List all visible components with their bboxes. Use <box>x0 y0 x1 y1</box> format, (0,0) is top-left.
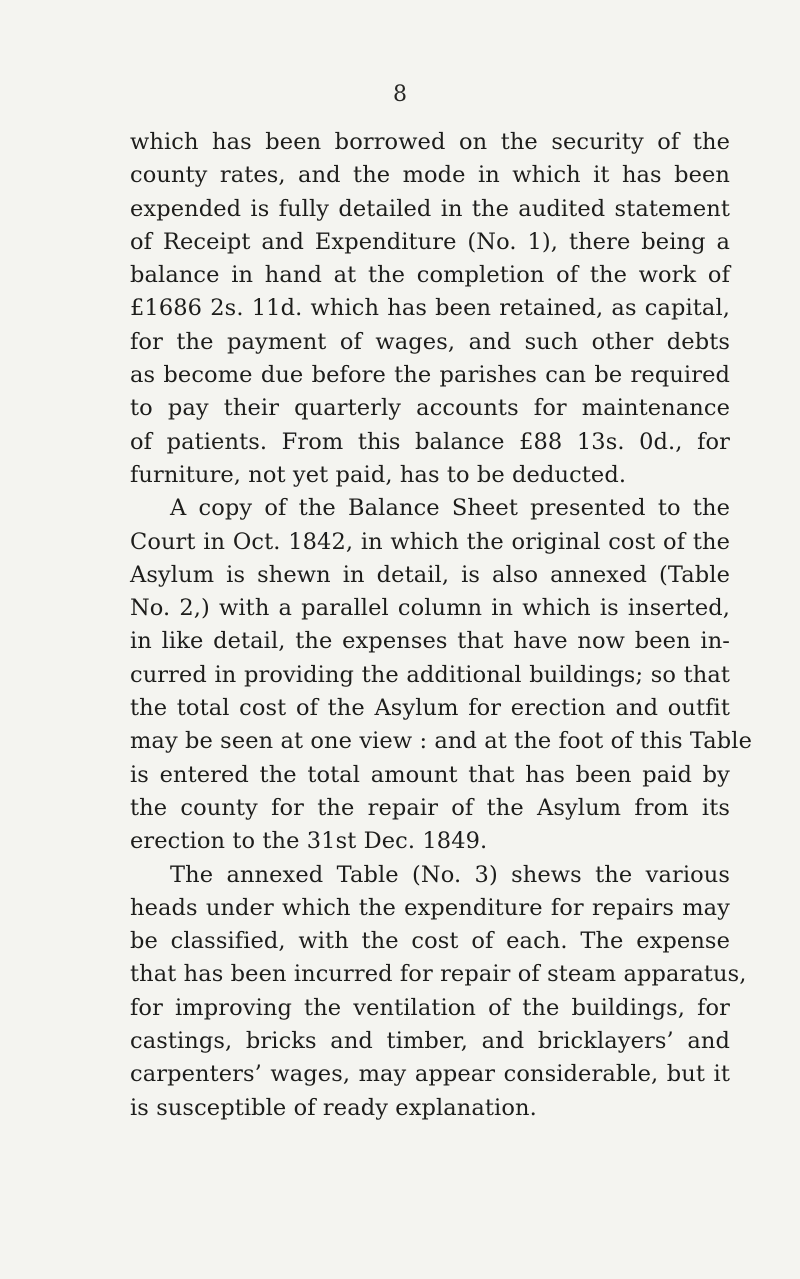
text-line: No. 2,) with a parallel column in which is inserted, <box>130 595 730 622</box>
text-line: £1686 2s. 11d. which has been retained, as capital, <box>130 295 730 322</box>
text-line: is entered the total amount that has been paid by <box>130 761 730 788</box>
text-line: heads under which the expenditure for repairs may <box>130 894 730 921</box>
text-line: which has been borrowed on the security of the <box>130 129 730 155</box>
text-line: to pay their quarterly accounts for maintenance <box>130 395 730 422</box>
text-line: of Receipt and Expenditure (No. 1), there being a <box>130 228 730 255</box>
text-line: the county for the repair of the Asylum from its <box>130 794 730 821</box>
text-line: the total cost of the Asylum for erection and outfit <box>130 695 730 722</box>
text-line: carpenters’ wages, may appear considerable, but it <box>130 1061 730 1088</box>
text-line: castings, bricks and timber, and bricklayers’ and <box>130 1028 730 1055</box>
text-line: county rates, and the mode in which it has been <box>130 162 730 189</box>
text-line: be classified, with the cost of each. The expense <box>130 928 730 955</box>
text-line: A copy of the Balance Sheet presented to the <box>170 495 730 522</box>
text-line: expended is fully detailed in the audited statement <box>130 195 730 222</box>
body-text <box>130 126 753 1125</box>
text-line: balance in hand at the completion of the work of <box>130 262 730 289</box>
text-line: that has been incurred for repair of steam apparatus, <box>130 961 747 988</box>
text-line: The annexed Table (No. 3) shews the various <box>170 861 730 888</box>
text-line: as become due before the parishes can be required <box>130 362 730 389</box>
page-number: 8 <box>393 82 407 107</box>
text-line: curred in providing the additional buildings; so that <box>130 661 730 688</box>
text-line: Court in Oct. 1842, in which the original cost of the <box>130 528 730 555</box>
text-line: erection to the 31st Dec. 1849. <box>130 828 488 855</box>
text-line: may be seen at one view : and at the foot of this Table <box>130 728 753 755</box>
text-line: is susceptible of ready explanation. <box>130 1094 537 1121</box>
text-line: Asylum is shewn in detail, is also annexed (Table <box>130 561 730 588</box>
text-line: of patients. From this balance £88 13s. 0d., for <box>130 428 730 455</box>
text-line: in like detail, the expenses that have now been in- <box>130 628 730 655</box>
text-line: for the payment of wages, and such other debts <box>130 328 730 355</box>
text-line: furniture, not yet paid, has to be deducted. <box>130 461 627 488</box>
text-line: for improving the ventilation of the buildings, for <box>130 994 730 1021</box>
